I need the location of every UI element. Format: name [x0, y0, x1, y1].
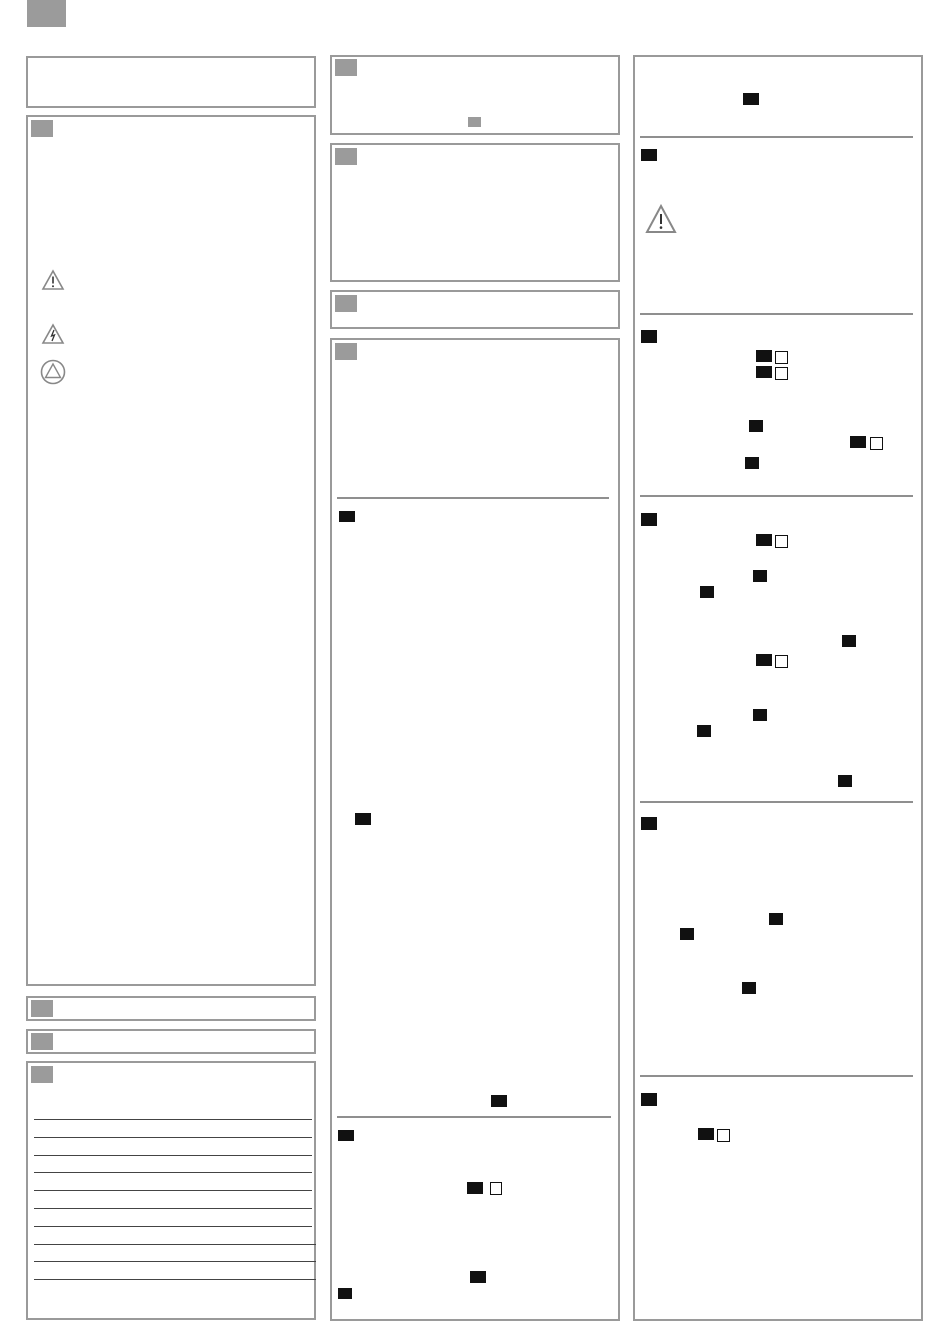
warning-triangle-icon: [41, 269, 65, 291]
figure-reference-box: [775, 367, 788, 380]
step-marker: [641, 149, 657, 161]
divider: [337, 1116, 611, 1118]
step-marker: [338, 1130, 354, 1141]
figure-reference-marker: [850, 436, 866, 448]
section-number-tab: [335, 343, 357, 360]
figure-reference-marker: [697, 725, 711, 737]
figure-reference-marker: [756, 366, 772, 378]
section-box-d: [330, 338, 620, 1321]
safety-instructions-section: [26, 115, 316, 986]
figure-reference-marker: [749, 420, 763, 432]
table-row: [34, 1172, 312, 1173]
step-marker: [339, 511, 355, 522]
table-row: [34, 1208, 312, 1209]
figure-reference-marker: [743, 93, 759, 105]
figure-reference-marker: [769, 913, 783, 925]
table-row: [34, 1119, 312, 1120]
step-marker: [641, 513, 657, 526]
step-marker: [641, 817, 657, 830]
figure-reference-box: [775, 535, 788, 548]
table-row: [34, 1279, 316, 1280]
table-row: [34, 1190, 312, 1191]
recycling-circle-icon: [40, 359, 66, 385]
section-number-tab: [335, 148, 357, 165]
figure-reference-box: [490, 1182, 502, 1195]
section-box-c: [330, 290, 620, 329]
table-row: [34, 1155, 312, 1156]
step-marker: [641, 1093, 657, 1106]
divider: [640, 313, 913, 315]
figure-reference-marker: [756, 350, 772, 362]
section-number-tab: [335, 295, 357, 312]
table-row: [34, 1261, 316, 1262]
figure-reference-marker: [698, 1128, 714, 1140]
parts-table: [28, 1063, 318, 1322]
figure-reference-marker: [838, 775, 852, 787]
section-box-small-1: [26, 996, 316, 1021]
section-number-tab: [31, 1000, 53, 1017]
figure-reference-marker: [700, 586, 714, 598]
figure-reference-marker: [491, 1095, 507, 1107]
section-number-tab: [31, 1033, 53, 1050]
figure-reference-marker: [753, 709, 767, 721]
step-marker: [338, 1288, 352, 1299]
figure-reference-marker: [756, 654, 772, 666]
warning-triangle-icon: [644, 203, 678, 235]
section-box-b: [330, 143, 620, 282]
figure-reference-marker: [680, 928, 694, 940]
title-box: [26, 56, 316, 108]
divider: [640, 801, 913, 803]
figure-reference-marker: [742, 982, 756, 994]
figure-reference-marker: [756, 534, 772, 546]
section-box-small-2: [26, 1029, 316, 1054]
step-marker: [641, 330, 657, 343]
parts-list-section: [26, 1061, 316, 1320]
figure-reference-box: [775, 351, 788, 364]
divider: [640, 1075, 913, 1077]
figure-reference-box: [870, 437, 883, 450]
divider: [640, 495, 913, 497]
section-box-a: [330, 55, 620, 135]
language-tab: [27, 0, 66, 27]
table-row: [34, 1226, 312, 1227]
figure-reference-marker: [470, 1271, 486, 1283]
figure-reference-marker: [753, 570, 767, 582]
figure-reference-marker: [745, 457, 759, 469]
figure-reference-marker: [467, 1182, 483, 1194]
figure-reference-marker: [842, 635, 856, 647]
section-box-e: [633, 55, 923, 1321]
table-row: [34, 1244, 316, 1245]
section-number-tab: [335, 59, 357, 76]
reference-marker: [468, 117, 481, 127]
divider: [640, 136, 913, 138]
figure-reference-marker: [355, 813, 371, 825]
figure-reference-box: [717, 1129, 730, 1142]
divider: [337, 497, 609, 499]
electric-warning-triangle-icon: [41, 323, 65, 345]
table-row: [34, 1137, 312, 1138]
section-number-tab: [31, 120, 53, 137]
figure-reference-box: [775, 655, 788, 668]
